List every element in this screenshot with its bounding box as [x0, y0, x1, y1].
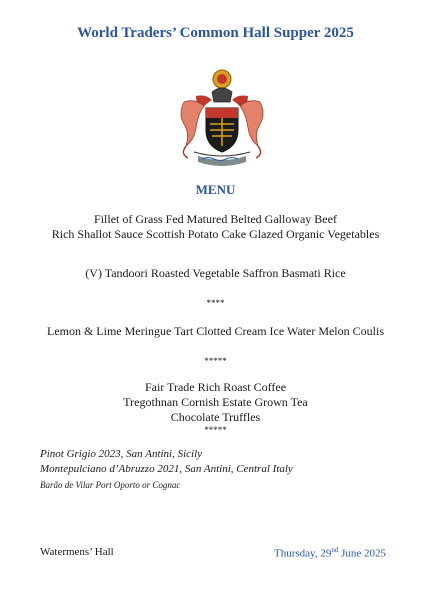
separator: ****	[206, 298, 225, 308]
separator: *****	[204, 425, 227, 435]
dessert: Lemon & Lime Meringue Tart Clotted Cream Ice Water Melon Coulis	[46, 324, 384, 338]
date-rest: June 2025	[338, 547, 387, 560]
main-course-line-1: Fillet of Grass Fed Matured Belted Galloway Beef	[94, 212, 337, 226]
truffles: Chocolate Truffles	[170, 410, 261, 424]
coat-of-arms-icon	[176, 66, 268, 170]
date-suffix: nd	[331, 546, 339, 554]
coffee: Fair Trade Rich Roast Coffee	[144, 380, 287, 394]
tea: Tregothnan Cornish Estate Grown Tea	[123, 395, 308, 409]
venue: Watermens’ Hall	[40, 546, 114, 558]
separator: *****	[204, 356, 227, 366]
vegetarian-option: (V) Tandoori Roasted Vegetable Saffron Basmati Rice	[85, 266, 346, 280]
date-day: Thursday, 29	[274, 547, 332, 560]
main-course-line-2: Rich Shallot Sauce Scottish Potato Cake Glazed Organic Vegetables	[51, 227, 380, 241]
page-title: World Traders’ Common Hall Supper 2025	[77, 25, 354, 41]
wine-2: Montepulciano d’Abruzzo 2021, San Antini, Central Italy	[40, 463, 293, 475]
wine-1: Pinot Grigio 2023, San Antini, Sicily	[40, 448, 203, 460]
wine-3: Barão de Vilar Port Oporto or Cognac	[40, 480, 181, 490]
event-date	[274, 546, 386, 560]
menu-heading: MENU	[195, 182, 236, 197]
